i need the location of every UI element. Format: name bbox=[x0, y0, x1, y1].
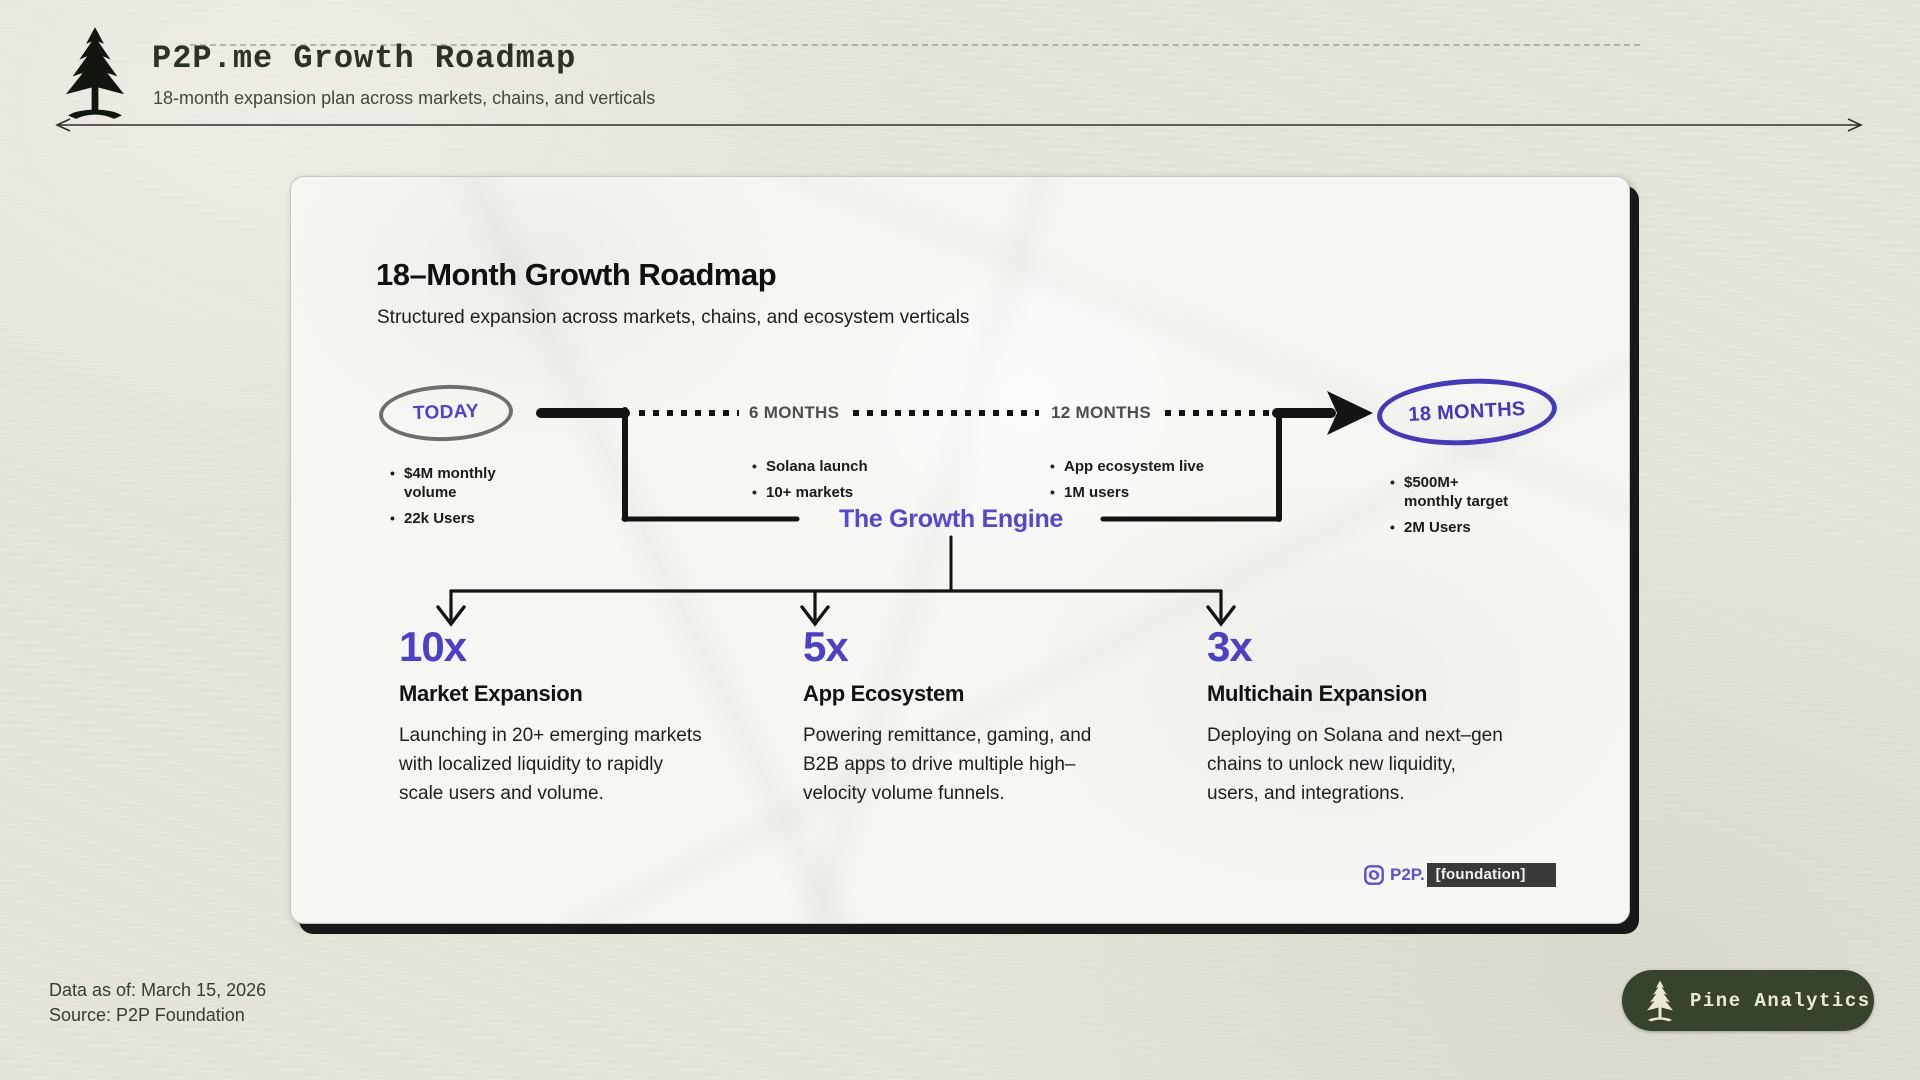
card-title: 18–Month Growth Roadmap bbox=[376, 257, 777, 292]
foundation-brand-label: [foundation] bbox=[1427, 863, 1556, 887]
page-title: P2P.me Growth Roadmap bbox=[152, 40, 577, 77]
data-as-of-text: Data as of: March 15, 2026 bbox=[49, 980, 267, 1000]
header-arrow-rule bbox=[0, 0, 1920, 140]
p2p-brand-label: P2P. bbox=[1390, 865, 1425, 884]
bullet-item: • App ecosystem live bbox=[1049, 457, 1239, 476]
column-heading: Market Expansion bbox=[399, 681, 583, 706]
pine-analytics-badge bbox=[1622, 970, 1874, 1031]
column-market-expansion bbox=[399, 623, 711, 808]
column-heading: Multichain Expansion bbox=[1207, 681, 1428, 706]
bullet-item: • $4M monthly volume bbox=[389, 464, 513, 502]
growth-engine-label: The Growth Engine bbox=[838, 505, 1064, 533]
roadmap-card bbox=[290, 176, 1630, 924]
milestone-today-label: TODAY bbox=[412, 400, 480, 425]
eighteen-months-bullet-list bbox=[1389, 473, 1521, 544]
bullet-item: • 1M users bbox=[1049, 483, 1239, 502]
bullet-item: • $500M+ monthly target bbox=[1389, 473, 1521, 511]
column-multichain-expansion bbox=[1207, 623, 1509, 808]
p2p-foundation-brand bbox=[1363, 863, 1556, 887]
six-months-bullet-list bbox=[751, 457, 921, 509]
bullet-item: • Solana launch bbox=[751, 457, 921, 476]
bullet-item: • 10+ markets bbox=[751, 483, 921, 502]
page-subtitle: 18-month expansion plan across markets, chains, and verticals bbox=[153, 88, 656, 108]
milestone-12-months-label: 12 MONTHS bbox=[1051, 403, 1151, 422]
footer-note bbox=[49, 978, 266, 1028]
column-body: Deploying on Solana and next–gen chains to unlock new liquidity, users, and integrations. bbox=[1207, 725, 1503, 804]
page-header bbox=[0, 0, 1920, 130]
column-heading: App Ecosystem bbox=[803, 681, 965, 706]
bullet-item: • 22k Users bbox=[389, 509, 513, 528]
multiplier-value: 10x bbox=[399, 623, 467, 670]
source-text: Source: P2P Foundation bbox=[49, 1005, 245, 1025]
multiplier-value: 5x bbox=[803, 623, 848, 670]
milestone-18-months-label: 18 MONTHS bbox=[1407, 397, 1527, 426]
pine-tree-icon bbox=[1644, 980, 1676, 1022]
multiplier-value: 3x bbox=[1207, 623, 1252, 670]
p2p-link-icon bbox=[1363, 864, 1385, 886]
timeline-connector-lines bbox=[291, 177, 1630, 924]
column-body: Launching in 20+ emerging markets with localized liquidity to rapidly scale users and volume. bbox=[399, 725, 702, 804]
twelve-months-bullet-list bbox=[1049, 457, 1239, 509]
bullet-item: • 2M Users bbox=[1389, 518, 1521, 537]
column-app-ecosystem bbox=[803, 623, 1103, 808]
card-subtitle: Structured expansion across markets, chains, and ecosystem verticals bbox=[377, 307, 970, 328]
column-body: Powering remittance, gaming, and B2B apps to drive multiple high–velocity volume funnels. bbox=[803, 725, 1092, 804]
milestone-6-months-label: 6 MONTHS bbox=[749, 403, 840, 422]
today-bullet-list bbox=[389, 464, 513, 535]
pine-analytics-label: Pine Analytics bbox=[1690, 989, 1871, 1012]
